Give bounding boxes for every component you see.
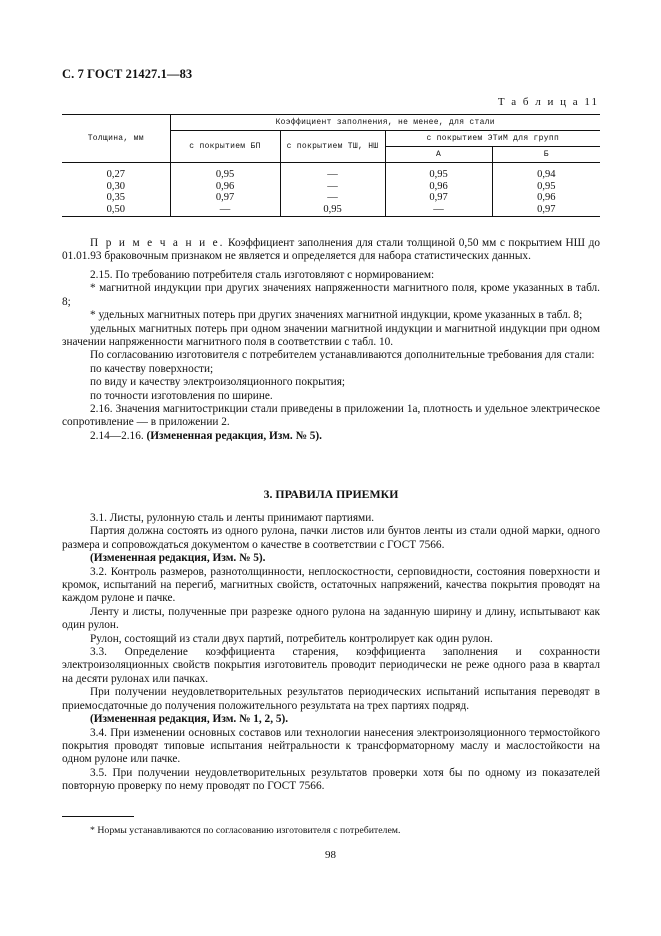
table-cell: 0,94 [492, 163, 600, 181]
paragraph: * удельных магнитных потерь при других значениях магнитной индукции, кроме указанных в табл. 8; [90, 309, 583, 322]
note-label: П р и м е ч а н и е. [90, 237, 225, 249]
section-title: 3. ПРАВИЛА ПРИЕМКИ [263, 487, 399, 501]
header-coefficient-group: Коэффициент заполнения, не менее, для стали [170, 115, 600, 131]
table-cell: 0,97 [492, 204, 600, 217]
header-group-b: Б [492, 147, 600, 163]
edit-bold: (Измененная редакция, Изм. № 5). [90, 552, 266, 565]
header-thickness: Толщина, мм [62, 115, 170, 163]
filling-coefficient-table [62, 114, 600, 217]
paragraph: 3.1. Листы, рулонную сталь и ленты принимают партиями. [90, 512, 375, 524]
table-cell: 0,96 [492, 192, 600, 204]
paragraph: 2.15. По требованию потребителя сталь изготовляют с нормированием: [90, 269, 435, 281]
footnote-divider [62, 816, 134, 817]
note-text: Коэффициент заполнения для стали толщиной 0,50 мм с покрытием НШ до 01.01.93 браковочным признаком не является и определяется для набора статистических данных. [62, 237, 601, 263]
paragraph: По согласованию изготовителя с потребителем устанавливаются дополнительные требования для стали: [90, 349, 595, 362]
table-cell: 0,95 [280, 204, 385, 217]
table-cell: — [385, 204, 492, 217]
paragraph: по качеству поверхности; [90, 362, 214, 375]
edit-note [62, 552, 600, 565]
table-row [62, 181, 600, 193]
edit-note [62, 430, 600, 443]
footnote: * Нормы устанавливаются по согласованию изготовителя с потребителем. [90, 825, 401, 836]
edit-prefix: 2.14—2.16. [90, 429, 144, 442]
edit-bold: (Измененная редакция, Изм. № 5). [146, 429, 322, 442]
table-cell: — [170, 204, 280, 217]
paragraph: Партия должна состоять из одного рулона, пачки листов или бунтов ленты из стали одной марки, одного размера и сопровождаться документом о качестве в соответствии с ГОСТ 7566. [62, 525, 600, 551]
paragraph: по точности изготовления по ширине. [90, 389, 273, 402]
header-coating-tsh: с покрытием ТШ, НШ [280, 131, 385, 163]
header-group-a: А [385, 147, 492, 163]
table-cell: — [280, 192, 385, 204]
edit-note [62, 713, 600, 726]
table-cell: 0,96 [170, 181, 280, 193]
table-row [62, 163, 600, 181]
table-cell: 0,96 [385, 181, 492, 193]
edit-bold: (Измененная редакция, Изм. № 1, 2, 5). [90, 713, 289, 726]
paragraph: Рулон, состоящий из стали двух партий, потребитель контролирует как один рулон. [90, 632, 493, 645]
table-cell: 0,30 [106, 180, 125, 192]
table-cell: 0,95 [492, 181, 600, 193]
table-cell: 0,95 [170, 163, 280, 181]
table-cell: — [280, 181, 385, 193]
table-cell: — [280, 163, 385, 181]
table-caption: Т а б л и ц а 11 [497, 96, 599, 108]
paragraph: При получении неудовлетворительных результатов периодических испытаний испытания переводят в приемосдаточные до получения положительного результата на трех партиях подряд. [62, 686, 600, 712]
paragraph: удельных магнитных потерь при одном значении магнитной индукции и магнитной индукции при одном значении напряженности магнитного поля в соответствии с табл. 10. [62, 322, 600, 349]
paragraph: * магнитной индукции при других значениях напряженности магнитного поля, кроме указанных в табл. 8; [62, 282, 600, 308]
table-cell: 0,35 [106, 192, 125, 203]
table-cell: 0,50 [62, 204, 170, 217]
section-3-text [62, 512, 600, 794]
table-cell: 0,97 [385, 192, 492, 204]
paragraph: 3.2. Контроль размеров, разнотолщинности, неплоскостности, серповидности, состояния поверхности и кромок, испытаний на перегиб, магнитных свойств, остаточных напряжений, качества покрытия проводят на каждом рулоне и пачке. [62, 565, 600, 605]
page-number: 98 [325, 849, 336, 861]
paragraph: 3.3. Определение коэффициента старения, коэффициента заполнения и сохранности электроизоляционных свойств покрытия изготовитель проводит периодически не реже одного раза в квартал на десяти рулонах или пачках. [62, 646, 600, 685]
table-cell: 0,95 [385, 163, 492, 181]
table-cell: 0,27 [106, 169, 125, 180]
table-row [62, 204, 600, 217]
paragraph: Ленту и листы, полученные при разрезке одного рулона на заданную ширину и длину, испытывают как один рулон. [62, 605, 600, 632]
header-coating-etim: с покрытием ЭТиМ для групп [385, 131, 600, 147]
paragraph: 2.16. Значения магнитострикции стали приведены в приложении 1а, плотность и удельное электрическое сопротивление — в приложении 2. [62, 403, 600, 429]
table-note [62, 237, 600, 264]
page-header: С. 7 ГОСТ 21427.1—83 [62, 67, 193, 81]
table-row [62, 192, 600, 204]
header-coating-bp: с покрытием БП [170, 131, 280, 163]
paragraph: 3.4. При изменении основных составов или технологии нанесения электроизоляционного термостойкого покрытия проводят типовые испытания нейтральности к трансформаторному маслу и маслостойкости на одном рулоне или пачке. [62, 726, 600, 766]
paragraph: по виду и качеству электроизоляционного покрытия; [90, 376, 346, 389]
paragraph: 3.5. При получении неудовлетворительных результатов проверки хотя бы по одному из показателей повторную проверку по нему проводят по ГОСТ 7566. [62, 766, 600, 793]
section-2-text [62, 269, 600, 443]
table-cell: 0,97 [170, 192, 280, 204]
